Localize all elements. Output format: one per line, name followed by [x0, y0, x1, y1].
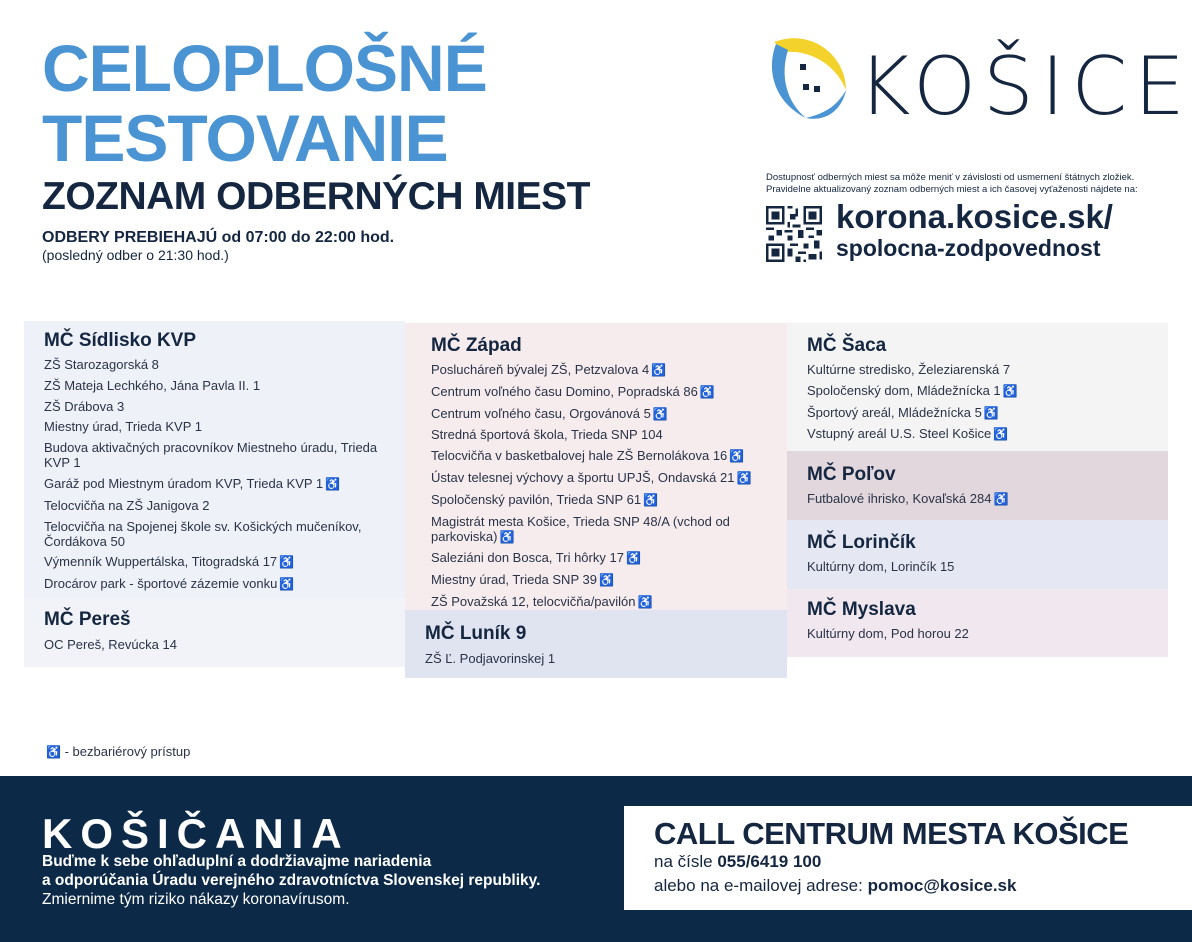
- title-line-1: CELOPLOŠNÉ: [42, 31, 487, 105]
- list-item: [807, 491, 1148, 507]
- district-peres: [24, 597, 405, 667]
- list-item: [44, 419, 385, 434]
- wheelchair-icon: ♿: [279, 555, 295, 570]
- district-lunik-list: [425, 651, 767, 666]
- list-item-text: Ústav telesnej výchovy a športu UPJŠ, Ondavská 21: [431, 469, 735, 485]
- district-myslava-list: [807, 626, 1148, 641]
- list-item: [44, 476, 385, 492]
- list-item: [44, 637, 385, 652]
- district-lunik-title: MČ Luník 9: [425, 623, 527, 644]
- list-item-text: Centrum voľného času, Orgovánová 5: [431, 405, 651, 421]
- district-lunik: [405, 610, 787, 678]
- district-polov: [787, 451, 1168, 520]
- list-item-text: Vstupný areál U.S. Steel Košice: [807, 426, 992, 442]
- call-center-title: CALL CENTRUM MESTA KOŠICE: [654, 816, 1129, 851]
- list-item-text: Telocvičňa v basketbalovej hale ZŠ Bernolákova 16: [431, 448, 728, 464]
- call-center-email: [654, 876, 1016, 896]
- footer-message: [42, 852, 540, 909]
- list-item: [44, 378, 385, 393]
- list-item: [44, 554, 385, 570]
- list-item: [807, 426, 1148, 442]
- district-kvp: [24, 321, 405, 597]
- list-item: [431, 492, 767, 508]
- url-line-1[interactable]: korona.kosice.sk/: [836, 198, 1113, 235]
- url-line-2[interactable]: spolocna-zodpovednost: [836, 235, 1101, 261]
- call-center-phone: [654, 852, 821, 872]
- list-item-text: Stredná športová škola, Trieda SNP 104: [431, 427, 663, 443]
- list-item: [431, 572, 767, 588]
- list-item-text: ZŠ Považská 12, telocvičňa/pavilón: [431, 593, 636, 609]
- list-item-text: Športový areál, Mládežnícka 5: [807, 404, 982, 420]
- info-line-2: Pravidelne aktualizovaný zoznam odberných miest a ich časovej vyťaženosti nájdete na:: [766, 184, 1138, 195]
- district-myslava: [787, 589, 1168, 657]
- list-item-text: Miestny úrad, Trieda SNP 39: [431, 572, 597, 588]
- list-item: [44, 357, 385, 372]
- page-subtitle: ZOZNAM ODBERNÝCH MIEST: [42, 175, 590, 218]
- logo-wordmark: KOŠICE: [858, 40, 1192, 133]
- footer-line-2: a odporúčania Úradu verejného zdravotníctva Slovenskej republiky.: [42, 872, 541, 889]
- district-saca-list: [807, 362, 1148, 442]
- list-item: [431, 550, 767, 566]
- list-item: [431, 362, 767, 378]
- phone-number-link[interactable]: 055/6419 100: [717, 852, 822, 871]
- list-item: [431, 384, 767, 400]
- district-kvp-title: MČ Sídlisko KVP: [44, 330, 197, 351]
- info-line-1: Dostupnosť odberných miest sa môže meniť v závislosti od usmernení štátnych zložiek.: [766, 172, 1135, 183]
- website-link[interactable]: [836, 200, 1113, 262]
- list-item-text: Spoločenský pavilón, Trieda SNP 61: [431, 491, 642, 507]
- wheelchair-icon: ♿: [651, 363, 667, 377]
- info-text: [766, 172, 1166, 196]
- footer-line-3: Zmiernime tým riziko nákazy koronavírusom.: [42, 891, 350, 908]
- wheelchair-icon: ♿: [643, 492, 659, 507]
- email-link[interactable]: pomoc@kosice.sk: [867, 876, 1017, 895]
- list-item-text: Drocárov park - športové zázemie vonku: [44, 576, 278, 592]
- list-item: [44, 440, 385, 470]
- district-polov-title: MČ Poľov: [807, 464, 896, 485]
- list-item-text: ZŠ Mateja Lechkého, Jána Pavla II. 1: [44, 377, 261, 393]
- list-item: [425, 651, 767, 666]
- footer-line-1: Buďme k sebe ohľaduplní a dodržiavajme nariadenia: [42, 853, 432, 870]
- list-item-text: Výmenník Wuppertálska, Titogradská 17: [44, 554, 278, 570]
- list-item-text: Spoločenský dom, Mládežnícka 1: [807, 382, 1001, 398]
- list-item-text: Garáž pod Miestnym úradom KVP, Trieda KVP 1: [44, 475, 324, 491]
- list-item: [431, 448, 767, 464]
- legend: [44, 744, 190, 759]
- list-item-text: Budova aktivačných pracovníkov Miestneho úradu, Trieda KVP 1: [44, 440, 378, 471]
- list-item: [44, 519, 385, 549]
- wheelchair-icon: ♿: [499, 529, 515, 544]
- wheelchair-icon: ♿: [598, 573, 614, 588]
- list-item-text: ZŠ Starozagorská 8: [44, 357, 159, 372]
- list-item: [431, 427, 767, 442]
- list-item-text: Futbalové ihrisko, Kovaľská 284: [807, 491, 992, 506]
- district-zapad-title: MČ Západ: [431, 335, 522, 356]
- wheelchair-icon: ♿: [625, 551, 641, 566]
- district-saca-title: MČ Šaca: [807, 335, 887, 356]
- wheelchair-icon: ♿: [1002, 383, 1018, 398]
- district-lorincik-list: [807, 559, 1148, 574]
- district-kvp-list: [44, 357, 385, 592]
- list-item-text: Centrum voľného času Domino, Popradská 86: [431, 383, 698, 399]
- footer-title: KOŠIČANIA: [42, 810, 350, 857]
- email-prefix: alebo na e-mailovej adrese:: [654, 876, 863, 895]
- wheelchair-icon: ♿: [699, 384, 715, 399]
- wheelchair-icon: ♿: [279, 577, 295, 592]
- wheelchair-icon: ♿: [993, 427, 1009, 442]
- list-item-text: ZŠ Drábova 3: [44, 398, 125, 414]
- district-lorincik: [787, 520, 1168, 589]
- wheelchair-icon: ♿: [652, 406, 668, 421]
- list-item: [431, 594, 767, 610]
- kosice-logo-icon: [766, 30, 861, 125]
- list-item: [44, 576, 385, 592]
- wheelchair-icon: ♿: [637, 594, 653, 609]
- list-item: [807, 559, 1148, 574]
- title-line-2: TESTOVANIE: [42, 101, 448, 175]
- list-item-text: Magistrát mesta Košice, Trieda SNP 48/A (vchod od parkoviska): [431, 513, 730, 544]
- district-myslava-title: MČ Myslava: [807, 599, 916, 620]
- list-item-text: Telocvičňa na ZŠ Janigova 2: [44, 497, 210, 513]
- district-zapad: [405, 323, 787, 610]
- phone-prefix: na čísle: [654, 852, 713, 871]
- list-item-text: OC Pereš, Revúcka 14: [44, 637, 177, 652]
- list-item: [431, 514, 767, 545]
- district-peres-title: MČ Pereš: [44, 609, 131, 630]
- district-peres-list: [44, 637, 385, 652]
- wheelchair-icon: ♿: [993, 492, 1009, 506]
- district-polov-list: [807, 491, 1148, 507]
- district-zapad-list: [431, 362, 767, 610]
- list-item-text: Kultúrny dom, Lorinčík 15: [807, 559, 955, 574]
- wheelchair-icon: ♿: [983, 405, 999, 420]
- list-item-text: ZŠ Ľ. Podjavorinskej 1: [425, 651, 556, 666]
- list-item-text: Kultúrny dom, Pod horou 22: [807, 626, 969, 641]
- hours-text: ODBERY PREBIEHAJÚ od 07:00 do 22:00 hod.: [42, 229, 395, 246]
- district-saca: [787, 323, 1168, 451]
- list-item: [431, 406, 767, 422]
- list-item: [807, 626, 1148, 641]
- qr-code-icon[interactable]: [766, 206, 822, 262]
- wheelchair-icon: ♿: [46, 745, 61, 759]
- list-item-text: Saleziáni don Bosca, Tri hôrky 17: [431, 550, 624, 566]
- wheelchair-icon: ♿: [325, 476, 341, 491]
- list-item: [807, 405, 1148, 421]
- wheelchair-icon: ♿: [736, 470, 752, 485]
- district-lorincik-title: MČ Lorinčík: [807, 532, 916, 553]
- list-item: [44, 399, 385, 414]
- list-item-text: Kultúrne stredisko, Železiarenská 7: [807, 362, 1011, 377]
- list-item: [44, 498, 385, 513]
- list-item: [807, 383, 1148, 399]
- list-item-text: Poslucháreň bývalej ZŠ, Petzvalova 4: [431, 362, 650, 377]
- list-item-text: Telocvičňa na Spojenej škole sv. Košických mučeníkov, Čordákova 50: [44, 518, 362, 549]
- legend-text: - bezbariérový prístup: [64, 744, 191, 759]
- list-item: [431, 470, 767, 486]
- hours-note: (posledný odber o 21:30 hod.): [42, 247, 229, 263]
- wheelchair-icon: ♿: [729, 449, 745, 464]
- list-item-text: Miestny úrad, Trieda KVP 1: [44, 419, 203, 435]
- list-item: [807, 362, 1148, 377]
